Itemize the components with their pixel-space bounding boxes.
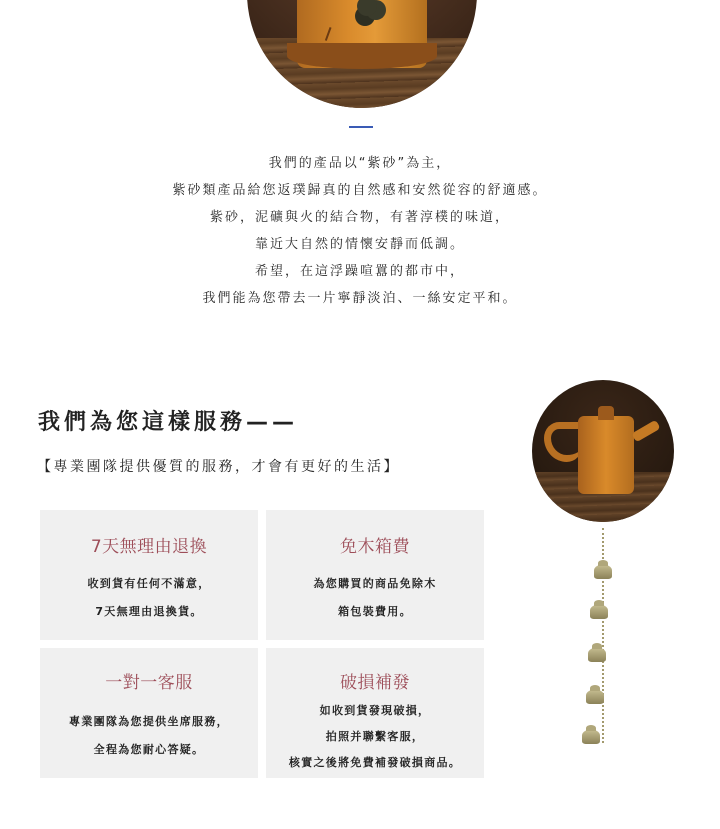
card-line: 如收到貨發現破損， <box>319 704 431 717</box>
card-line: 箱包裝費用。 <box>338 605 412 618</box>
bell-charm-icon <box>590 605 608 619</box>
card-line: 專業團隊為您提供坐席服務， <box>69 715 229 728</box>
intro-line: 我們的產品以“紫砂”為主， <box>268 156 452 171</box>
intro-line: 希望，在這浮躁喧囂的都市中， <box>254 264 465 279</box>
service-card-return <box>40 510 258 640</box>
bell-charm-icon <box>588 648 606 662</box>
bell-charm-icon <box>594 565 612 579</box>
card-title: 破損補發 <box>340 673 410 693</box>
service-card-damage-replacement <box>266 648 484 778</box>
services-subheading: 【專業團隊提供優質的服務，才會有更好的生活】 <box>37 459 400 475</box>
teapot-handle <box>544 422 582 462</box>
intro-line: 紫砂，泥礦與火的結合物，有著淳樸的味道， <box>209 210 510 225</box>
intro-line: 紫砂類產品給您返璞歸真的自然感和安然從容的舒適感。 <box>172 183 548 198</box>
bell-charm-icon <box>586 690 604 704</box>
section-divider <box>349 126 373 128</box>
card-line: 拍照并聯繫客服， <box>325 730 425 743</box>
service-card-free-box <box>266 510 484 640</box>
teapot-body <box>578 416 634 494</box>
card-line: 核實之後將免費補發破損商品。 <box>288 756 462 769</box>
teapot-photo-top <box>247 0 477 108</box>
card-title: 免木箱費 <box>340 537 410 557</box>
card-line: 收到貨有任何不滿意， <box>87 577 211 590</box>
intro-line: 靠近大自然的情懷安靜而低調。 <box>254 237 465 252</box>
card-line: 全程為您耐心答疑。 <box>93 743 205 756</box>
intro-text <box>0 150 720 312</box>
services-heading: 我們為您這樣服務—— <box>38 410 299 435</box>
card-title: 一對一客服 <box>105 673 193 693</box>
teapot-base <box>287 43 437 69</box>
teapot-photo-right <box>532 380 674 522</box>
card-title: 7天無理由退換 <box>90 537 208 557</box>
teapot-spout <box>631 420 660 443</box>
intro-line: 我們能為您帶去一片寧靜淡泊、一絲安定平和。 <box>202 291 518 306</box>
card-line: 7天無理由退換貨。 <box>95 605 203 618</box>
bell-charm-icon <box>582 730 600 744</box>
card-line: 為您購買的商品免除木 <box>313 577 437 590</box>
service-card-customer-service <box>40 648 258 778</box>
teapot-lid <box>598 406 614 420</box>
